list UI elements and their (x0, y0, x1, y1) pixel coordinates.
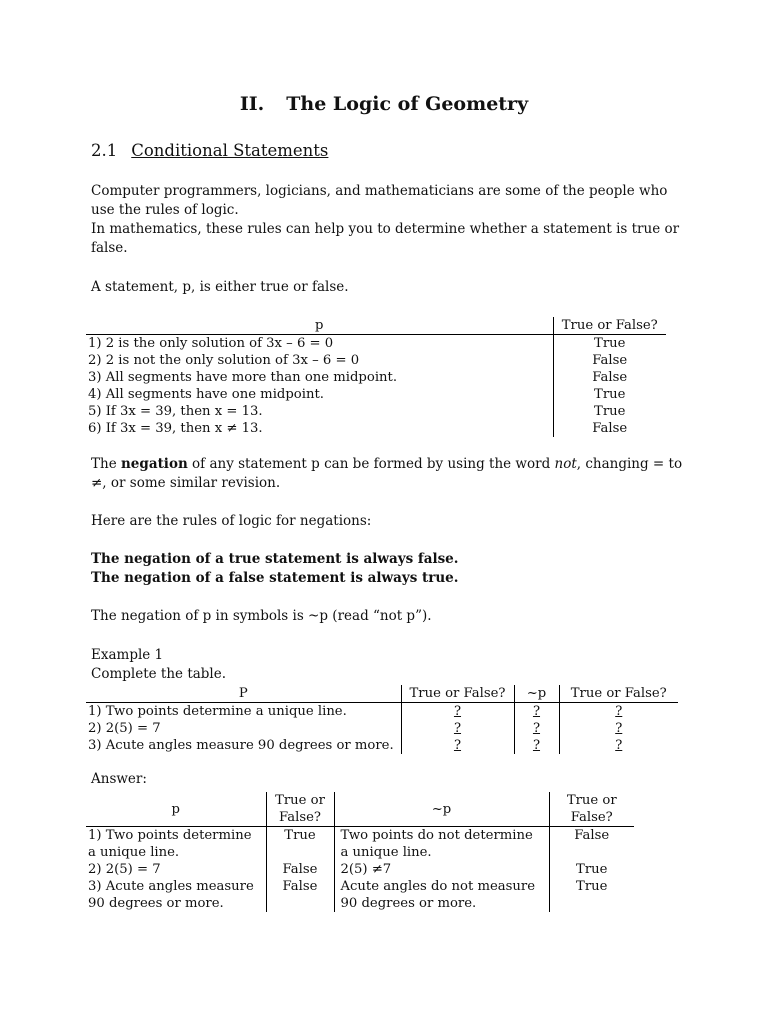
rule-line: The negation of a true statement is always false. (91, 551, 459, 567)
table-cell-blank: ? (559, 737, 678, 754)
table-cell-statement: 3) Acute angles measure 90 degrees or more. (88, 738, 394, 753)
table-header-notp: ~p (514, 685, 559, 703)
statement-line: A statement, p, is either true or false. (91, 279, 349, 295)
table-cell-value: True (266, 827, 334, 862)
cell-line: a unique line. (340, 845, 432, 860)
table-cell-blank: ? (401, 703, 514, 721)
table-header-tf (266, 792, 334, 827)
table-cell-negation (334, 878, 549, 912)
table-cell-blank: ? (514, 720, 559, 737)
cell-line: 90 degrees or more. (88, 896, 224, 911)
table-header-p: p (86, 317, 553, 335)
table-cell-statement: 3) All segments have more than one midpoint. (88, 370, 398, 385)
negation-text: of any statement p can be formed by using the word (187, 456, 555, 472)
table-cell-statement: 4) All segments have one midpoint. (88, 387, 324, 402)
header-line: True or (275, 793, 325, 808)
title-text: The Logic of Geometry (286, 93, 529, 115)
section-heading (91, 141, 328, 160)
table-cell-statement: 1) 2 is the only solution of 3x – 6 = 0 (88, 336, 334, 351)
cell-line: 1) Two points determine (88, 828, 252, 843)
negation-line-2: ≠, or some similar revision. (91, 475, 281, 491)
table-cell-negation (334, 827, 549, 862)
table-cell-value: True (553, 403, 666, 420)
header-line: False? (570, 810, 613, 825)
table-header-tf: True or False? (553, 317, 666, 335)
table-cell-value: True (553, 386, 666, 403)
rules-block (91, 550, 458, 588)
table-row (86, 403, 666, 420)
table-row (86, 335, 666, 353)
table-header-p: p (86, 792, 266, 827)
table-row (86, 720, 678, 737)
negation-text: The (91, 456, 121, 472)
rules-intro: Here are the rules of logic for negations: (91, 513, 372, 529)
example-instruction: Complete the table. (91, 666, 227, 682)
table-cell-blank: ? (401, 737, 514, 754)
example-title: Example 1 (91, 647, 164, 663)
cell-line: Acute angles do not measure (340, 879, 536, 894)
cell-line: Two points do not determine (340, 828, 533, 843)
intro-line: Computer programmers, logicians, and mathematicians are some of the people who (91, 183, 668, 199)
table-cell-blank: ? (514, 737, 559, 754)
cell-line: 3) Acute angles measure (88, 879, 254, 894)
table-row (86, 369, 666, 386)
table-cell-negation: 2(5) ≠7 (334, 861, 549, 878)
title-number: II. (239, 93, 265, 115)
table-cell-statement: 2) 2(5) = 7 (88, 721, 161, 736)
negation-paragraph (91, 455, 682, 493)
table-row (86, 386, 666, 403)
table-cell-blank: ? (514, 703, 559, 721)
table-cell-statement (86, 827, 266, 862)
table-cell-statement (86, 878, 266, 912)
table-cell-value: True (549, 878, 634, 912)
table-header-tf2 (549, 792, 634, 827)
symbols-line: The negation of p in symbols is ~p (read “not p”). (91, 608, 432, 624)
table-header-tf2: True or False? (559, 685, 678, 703)
table-header-p: P (86, 685, 401, 703)
table-cell-blank: ? (559, 720, 678, 737)
table-cell-value: False (553, 352, 666, 369)
section-number: 2.1 (91, 141, 118, 160)
answer-table (86, 792, 634, 912)
intro-line: false. (91, 240, 128, 256)
table-row (86, 420, 666, 437)
cell-line: a unique line. (88, 845, 180, 860)
header-line: False? (279, 810, 321, 825)
intro-line: use the rules of logic. (91, 202, 239, 218)
table-cell-value: False (266, 861, 334, 878)
table-row (86, 878, 634, 912)
cell-line: 90 degrees or more. (340, 896, 477, 911)
table-header-tf: True or False? (401, 685, 514, 703)
table-cell-blank: ? (401, 720, 514, 737)
negation-text: , changing = to (576, 456, 683, 472)
table-header-row (86, 792, 634, 827)
table-cell-statement: 2) 2(5) = 7 (88, 862, 161, 877)
negation-word-not: not (554, 456, 577, 472)
example-block (91, 646, 226, 684)
table-row (86, 827, 634, 862)
table-header-row (86, 685, 678, 703)
table-cell-statement: 6) If 3x = 39, then x ≠ 13. (88, 421, 263, 436)
table-row (86, 352, 666, 369)
table-cell-value: False (553, 369, 666, 386)
table-cell-statement: 2) 2 is not the only solution of 3x – 6 = 0 (88, 353, 360, 368)
example-table (86, 685, 678, 754)
table-row (86, 737, 678, 754)
table-cell-statement: 1) Two points determine a unique line. (88, 704, 347, 719)
answer-label: Answer: (91, 771, 147, 787)
table-cell-statement: 5) If 3x = 39, then x = 13. (88, 404, 263, 419)
header-line: True or (566, 793, 617, 808)
table-row (86, 703, 678, 721)
statements-table (86, 317, 666, 437)
table-cell-value: False (266, 878, 334, 912)
table-header-notp: ~p (334, 792, 549, 827)
table-cell-blank: ? (559, 703, 678, 721)
negation-line-1 (91, 455, 682, 474)
rule-line: The negation of a false statement is always true. (91, 570, 459, 586)
page-title (0, 93, 768, 115)
table-row (86, 861, 634, 878)
table-header-row (86, 317, 666, 335)
section-title: Conditional Statements (131, 141, 329, 160)
table-cell-value: True (549, 861, 634, 878)
table-cell-value: False (549, 827, 634, 862)
negation-term: negation (120, 456, 188, 472)
table-cell-value: True (553, 335, 666, 353)
intro-line: In mathematics, these rules can help you to determine whether a statement is true or (91, 221, 680, 237)
table-cell-value: False (553, 420, 666, 437)
intro-paragraph (91, 182, 679, 258)
